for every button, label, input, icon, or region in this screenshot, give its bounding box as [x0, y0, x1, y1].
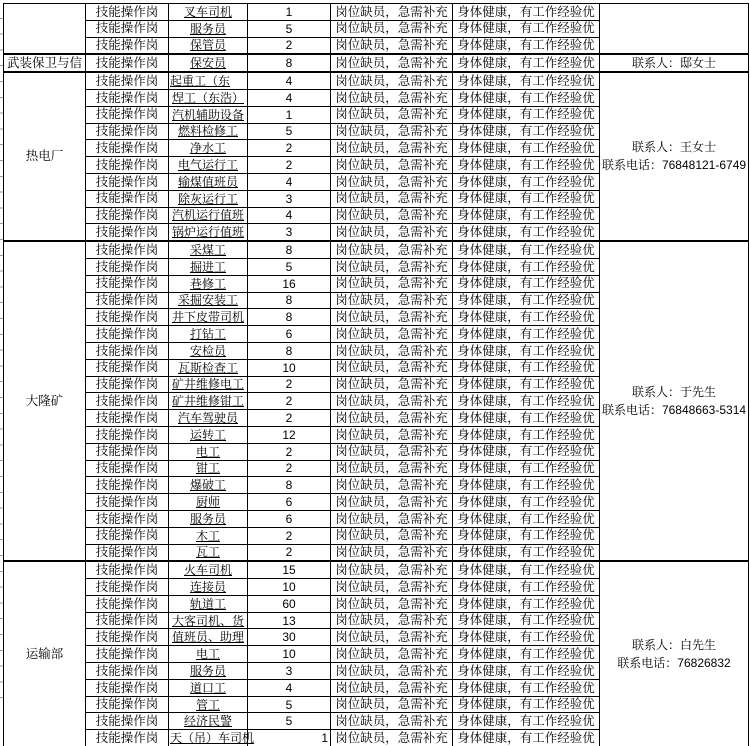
requirement-cell: 身体健康，有工作经验优 [453, 157, 600, 173]
status-cell: 岗位缺员，急需补充 [331, 73, 453, 89]
job-cell: 矿井维修电工 [169, 377, 248, 393]
category-cell: 技能操作岗 [86, 21, 169, 37]
count-cell: 2 [248, 528, 331, 544]
job-cell: 天（吊）车司机 [170, 731, 255, 746]
table-section [4, 3, 749, 53]
job-cell: 瓦斯检查工 [169, 360, 248, 376]
section-rows [86, 55, 600, 71]
contact-line: 联系人：王女士 [631, 140, 716, 155]
count-cell: 2 [248, 38, 331, 54]
table-row [86, 359, 600, 376]
contact-line: 联系电话：76848121-6749 [601, 158, 747, 173]
table-row [86, 595, 600, 612]
requirement-cell: 身体健康，有工作经验优 [453, 21, 600, 37]
requirement-cell: 身体健康，有工作经验优 [453, 562, 600, 578]
status-cell: 岗位缺员，急需补充 [331, 360, 453, 376]
requirement-cell: 身体健康，有工作经验优 [453, 107, 600, 123]
requirement-cell: 身体健康，有工作经验优 [453, 410, 600, 426]
status-cell: 岗位缺员，急需补充 [331, 528, 453, 544]
job-cell: 焊工（东浩） [169, 90, 248, 106]
table-row [86, 123, 600, 140]
requirement-cell: 身体健康，有工作经验优 [453, 90, 600, 106]
table-row [86, 628, 600, 645]
count-cell: 4 [248, 90, 331, 106]
table-row [86, 578, 600, 595]
status-cell: 岗位缺员，急需补充 [331, 157, 453, 173]
job-cell: 打钻工 [169, 326, 248, 342]
table-row [86, 460, 600, 477]
status-cell: 岗位缺员，急需补充 [331, 124, 453, 140]
job-cell: 汽车驾驶员 [169, 410, 248, 426]
status-cell: 岗位缺员，急需补充 [331, 697, 453, 713]
status-cell: 岗位缺员，急需补充 [331, 174, 453, 190]
count-cell: 8 [248, 242, 331, 258]
table-row [86, 242, 600, 258]
category-cell: 技能操作岗 [86, 393, 169, 409]
category-cell: 技能操作岗 [86, 511, 169, 527]
count-cell: 13 [248, 613, 331, 629]
status-cell: 岗位缺员，急需补充 [331, 259, 453, 275]
count-cell: 6 [248, 326, 331, 342]
category-cell: 技能操作岗 [86, 579, 169, 595]
count-cell: 2 [248, 377, 331, 393]
status-cell: 岗位缺员，急需补充 [331, 107, 453, 123]
table-row [86, 4, 600, 20]
status-cell: 岗位缺员，急需补充 [331, 477, 453, 493]
category-cell: 技能操作岗 [86, 38, 169, 54]
table-row [86, 55, 600, 71]
table-row [86, 275, 600, 292]
section-rows [86, 4, 600, 53]
category-cell: 技能操作岗 [86, 4, 169, 20]
contact-line: 联系人：白先生 [631, 637, 716, 652]
requirement-cell: 身体健康，有工作经验优 [453, 55, 600, 71]
requirement-cell: 身体健康，有工作经验优 [453, 494, 600, 510]
contact-cell [600, 4, 749, 53]
count-cell: 4 [248, 73, 331, 89]
job-cell: 起重工（东 [169, 73, 248, 89]
status-cell: 岗位缺员，急需补充 [331, 208, 453, 224]
job-cell: 管工 [169, 697, 248, 713]
status-cell: 岗位缺员，急需补充 [331, 663, 453, 679]
job-cell: 钳工 [169, 461, 248, 477]
table-row [86, 20, 600, 37]
job-cell: 厨师 [169, 494, 248, 510]
job-cell: 燃料检修工 [169, 124, 248, 140]
status-cell: 岗位缺员，急需补充 [331, 326, 453, 342]
status-cell: 岗位缺员，急需补充 [331, 579, 453, 595]
contact-line: 联系电话：76848663-5314 [601, 402, 747, 417]
category-cell: 技能操作岗 [86, 629, 169, 645]
table-row [86, 696, 600, 713]
category-cell: 技能操作岗 [86, 276, 169, 292]
department-cell [4, 55, 86, 71]
count-cell: 2 [248, 140, 331, 156]
category-cell: 技能操作岗 [86, 90, 169, 106]
table-row [86, 292, 600, 309]
table-row [86, 426, 600, 443]
status-cell: 岗位缺员，急需补充 [331, 276, 453, 292]
requirement-cell: 身体健康，有工作经验优 [453, 613, 600, 629]
job-cell: 道口工 [169, 680, 248, 696]
contact-cell [600, 562, 749, 746]
count-cell: 10 [248, 579, 331, 595]
category-cell: 技能操作岗 [86, 494, 169, 510]
requirement-cell: 身体健康，有工作经验优 [453, 293, 600, 309]
status-cell: 岗位缺员，急需补充 [331, 38, 453, 54]
requirement-cell: 身体健康，有工作经验优 [453, 140, 600, 156]
count-cell: 10 [248, 646, 331, 662]
contact-cell [600, 242, 749, 560]
job-cell: 采掘安装工 [169, 293, 248, 309]
requirement-cell: 身体健康，有工作经验优 [453, 663, 600, 679]
table-section [4, 53, 749, 71]
category-cell: 技能操作岗 [86, 326, 169, 342]
requirement-cell: 身体健康，有工作经验优 [453, 579, 600, 595]
table-row [86, 544, 600, 561]
status-cell: 岗位缺员，急需补充 [331, 4, 453, 20]
table-row [86, 476, 600, 493]
requirement-cell: 身体健康，有工作经验优 [453, 461, 600, 477]
count-cell: 10 [248, 360, 331, 376]
requirement-cell: 身体健康，有工作经验优 [453, 4, 600, 20]
requirement-cell: 身体健康，有工作经验优 [453, 259, 600, 275]
table-row [86, 510, 600, 527]
category-cell: 技能操作岗 [86, 293, 169, 309]
status-cell: 岗位缺员，急需补充 [331, 545, 453, 561]
count-cell: 15 [248, 562, 331, 578]
status-cell: 岗位缺员，急需补充 [331, 191, 453, 207]
category-cell: 技能操作岗 [86, 613, 169, 629]
count-cell: 2 [248, 410, 331, 426]
requirement-cell: 身体健康，有工作经验优 [453, 360, 600, 376]
category-cell: 技能操作岗 [86, 224, 169, 240]
requirement-cell: 身体健康，有工作经验优 [453, 680, 600, 696]
contact-cell [600, 73, 749, 240]
section-rows [86, 242, 600, 560]
job-cell: 值班员、助理 [169, 629, 248, 645]
category-cell: 技能操作岗 [86, 596, 169, 612]
count-cell: 2 [248, 157, 331, 173]
requirement-cell: 身体健康，有工作经验优 [453, 477, 600, 493]
status-cell: 岗位缺员，急需补充 [331, 393, 453, 409]
status-cell: 岗位缺员，急需补充 [331, 140, 453, 156]
table-row [86, 325, 600, 342]
category-cell: 技能操作岗 [86, 646, 169, 662]
category-cell: 技能操作岗 [86, 410, 169, 426]
job-cell: 瓦工 [169, 545, 248, 561]
table-row [86, 729, 600, 746]
requirement-cell: 身体健康，有工作经验优 [453, 713, 600, 729]
category-cell: 技能操作岗 [86, 174, 169, 190]
job-cell: 保安员 [169, 55, 248, 71]
requirement-cell: 身体健康，有工作经验优 [453, 224, 600, 240]
category-cell: 技能操作岗 [86, 107, 169, 123]
table-row [86, 173, 600, 190]
job-cell: 保管员 [169, 38, 248, 54]
requirement-cell: 身体健康，有工作经验优 [453, 124, 600, 140]
department-cell [4, 562, 86, 746]
count-cell: 30 [248, 629, 331, 645]
job-cell: 服务员 [169, 21, 248, 37]
job-cell: 火车司机 [169, 562, 248, 578]
job-cell: 电工 [169, 444, 248, 460]
status-cell: 岗位缺员，急需补充 [331, 511, 453, 527]
count-cell: 4 [248, 680, 331, 696]
count-cell: 6 [248, 494, 331, 510]
table-row [86, 258, 600, 275]
table-row [86, 308, 600, 325]
status-cell: 岗位缺员，急需补充 [331, 242, 453, 258]
category-cell: 技能操作岗 [86, 124, 169, 140]
job-cell: 轨道工 [169, 596, 248, 612]
count-cell: 1 [248, 4, 331, 20]
count-cell: 2 [248, 393, 331, 409]
table-row [86, 139, 600, 156]
count-cell: 5 [248, 259, 331, 275]
count-cell: 4 [248, 208, 331, 224]
count-cell: 5 [248, 713, 331, 729]
requirement-cell: 身体健康，有工作经验优 [453, 309, 600, 325]
job-cell: 矿井维修钳工 [169, 393, 248, 409]
requirement-cell: 身体健康，有工作经验优 [453, 545, 600, 561]
requirement-cell: 身体健康，有工作经验优 [453, 730, 600, 746]
job-cell: 运转工 [169, 427, 248, 443]
category-cell: 技能操作岗 [86, 680, 169, 696]
table-row [86, 190, 600, 207]
status-cell: 岗位缺员，急需补充 [331, 629, 453, 645]
requirement-cell: 身体健康，有工作经验优 [453, 174, 600, 190]
contact-line: 联系人：邸女士 [631, 55, 716, 70]
status-cell: 岗位缺员，急需补充 [331, 444, 453, 460]
status-cell: 岗位缺员，急需补充 [331, 494, 453, 510]
table-row [86, 662, 600, 679]
status-cell: 岗位缺员，急需补充 [331, 730, 453, 746]
status-cell: 岗位缺员，急需补充 [331, 646, 453, 662]
job-cell: 井下皮带司机 [169, 309, 248, 325]
table-row [86, 493, 600, 510]
requirement-cell: 身体健康，有工作经验优 [453, 444, 600, 460]
recruitment-table [3, 3, 749, 746]
requirement-cell: 身体健康，有工作经验优 [453, 697, 600, 713]
status-cell: 岗位缺员，急需补充 [331, 562, 453, 578]
job-cell: 安检员 [169, 343, 248, 359]
table-row [86, 392, 600, 409]
table-section [4, 560, 749, 746]
category-cell: 技能操作岗 [86, 477, 169, 493]
requirement-cell: 身体健康，有工作经验优 [453, 528, 600, 544]
count-cell: 8 [248, 343, 331, 359]
job-cell: 汽机运行值班 [169, 208, 248, 224]
count-cell: 60 [248, 596, 331, 612]
status-cell: 岗位缺员，急需补充 [331, 377, 453, 393]
category-cell: 技能操作岗 [86, 461, 169, 477]
requirement-cell: 身体健康，有工作经验优 [453, 596, 600, 612]
status-cell: 岗位缺员，急需补充 [331, 613, 453, 629]
job-cell: 输煤值班员 [169, 174, 248, 190]
category-cell: 技能操作岗 [86, 259, 169, 275]
job-cell: 汽机辅助设备 [169, 107, 248, 123]
count-cell: 8 [248, 477, 331, 493]
requirement-cell: 身体健康，有工作经验优 [453, 646, 600, 662]
department-cell [4, 242, 86, 560]
requirement-cell: 身体健康，有工作经验优 [453, 343, 600, 359]
job-cell: 掘进工 [169, 259, 248, 275]
count-cell: 1 [248, 107, 331, 123]
requirement-cell: 身体健康，有工作经验优 [453, 73, 600, 89]
category-cell: 技能操作岗 [86, 242, 169, 258]
count-cell: 1 [248, 730, 331, 746]
count-cell: 8 [248, 293, 331, 309]
table-row [86, 37, 600, 54]
table-row [86, 376, 600, 393]
table-row [86, 342, 600, 359]
category-cell: 技能操作岗 [86, 343, 169, 359]
count-cell: 16 [248, 276, 331, 292]
table-row [86, 712, 600, 729]
table-row [86, 562, 600, 578]
count-cell: 3 [248, 191, 331, 207]
category-cell: 技能操作岗 [86, 427, 169, 443]
table-section [4, 71, 749, 240]
requirement-cell: 身体健康，有工作经验优 [453, 393, 600, 409]
department-label: 大隆矿 [25, 393, 64, 408]
requirement-cell: 身体健康，有工作经验优 [453, 191, 600, 207]
category-cell: 技能操作岗 [86, 562, 169, 578]
category-cell: 技能操作岗 [86, 140, 169, 156]
department-label: 武装保卫与信 [6, 56, 82, 71]
status-cell: 岗位缺员，急需补充 [331, 90, 453, 106]
table-row [86, 409, 600, 426]
status-cell: 岗位缺员，急需补充 [331, 224, 453, 240]
status-cell: 岗位缺员，急需补充 [331, 680, 453, 696]
department-label: 运输部 [25, 646, 64, 661]
requirement-cell: 身体健康，有工作经验优 [453, 511, 600, 527]
category-cell: 技能操作岗 [86, 528, 169, 544]
status-cell: 岗位缺员，急需补充 [331, 596, 453, 612]
category-cell: 技能操作岗 [86, 545, 169, 561]
category-cell: 技能操作岗 [86, 191, 169, 207]
count-cell: 2 [248, 444, 331, 460]
status-cell: 岗位缺员，急需补充 [331, 427, 453, 443]
job-cell: 服务员 [169, 663, 248, 679]
category-cell: 技能操作岗 [86, 713, 169, 729]
count-cell: 5 [248, 124, 331, 140]
job-cell: 木工 [169, 528, 248, 544]
section-rows [86, 562, 600, 746]
category-cell: 技能操作岗 [86, 309, 169, 325]
job-cell: 叉车司机 [169, 4, 248, 20]
count-cell: 8 [248, 55, 331, 71]
job-cell: 经济民警 [169, 713, 248, 729]
table-row [86, 89, 600, 106]
category-cell: 技能操作岗 [86, 444, 169, 460]
count-cell: 3 [248, 663, 331, 679]
table-section [4, 240, 749, 560]
category-cell: 技能操作岗 [86, 73, 169, 89]
requirement-cell: 身体健康，有工作经验优 [453, 427, 600, 443]
table-row [86, 207, 600, 224]
count-cell: 6 [248, 511, 331, 527]
table-row [86, 679, 600, 696]
job-cell: 爆破工 [169, 477, 248, 493]
requirement-cell: 身体健康，有工作经验优 [453, 276, 600, 292]
status-cell: 岗位缺员，急需补充 [331, 343, 453, 359]
requirement-cell: 身体健康，有工作经验优 [453, 242, 600, 258]
job-cell: 锅炉运行值班 [169, 224, 248, 240]
table-row [86, 106, 600, 123]
status-cell: 岗位缺员，急需补充 [331, 713, 453, 729]
contact-line: 联系电话：76826832 [617, 655, 731, 670]
status-cell: 岗位缺员，急需补充 [331, 293, 453, 309]
table-row [86, 645, 600, 662]
category-cell: 技能操作岗 [86, 157, 169, 173]
count-cell: 12 [248, 427, 331, 443]
requirement-cell: 身体健康，有工作经验优 [453, 326, 600, 342]
department-label: 热电厂 [25, 149, 64, 164]
category-cell: 技能操作岗 [86, 360, 169, 376]
requirement-cell: 身体健康，有工作经验优 [453, 377, 600, 393]
job-cell: 电气运行工 [169, 157, 248, 173]
table-row [86, 443, 600, 460]
section-rows [86, 73, 600, 240]
count-cell: 5 [248, 697, 331, 713]
count-cell: 5 [248, 21, 331, 37]
requirement-cell: 身体健康，有工作经验优 [453, 38, 600, 54]
department-cell [4, 4, 86, 53]
category-cell: 技能操作岗 [86, 663, 169, 679]
status-cell: 岗位缺员，急需补充 [331, 309, 453, 325]
job-cell: 巷修工 [169, 276, 248, 292]
job-cell: 连接员 [169, 579, 248, 595]
department-cell [4, 73, 86, 240]
count-cell: 4 [248, 174, 331, 190]
status-cell: 岗位缺员，急需补充 [331, 410, 453, 426]
category-cell: 技能操作岗 [86, 697, 169, 713]
status-cell: 岗位缺员，急需补充 [331, 55, 453, 71]
contact-cell [600, 55, 749, 71]
category-cell: 技能操作岗 [86, 377, 169, 393]
table-row [86, 527, 600, 544]
job-cell: 电工 [169, 646, 248, 662]
requirement-cell: 身体健康，有工作经验优 [453, 629, 600, 645]
table-row [86, 156, 600, 173]
contact-line: 联系人：于先生 [631, 384, 716, 399]
requirement-cell: 身体健康，有工作经验优 [453, 208, 600, 224]
category-cell: 技能操作岗 [86, 208, 169, 224]
job-cell: 除灰运行工 [169, 191, 248, 207]
status-cell: 岗位缺员，急需补充 [331, 21, 453, 37]
job-cell: 采煤工 [169, 242, 248, 258]
count-cell: 2 [248, 545, 331, 561]
category-cell: 技能操作岗 [86, 55, 169, 71]
status-cell: 岗位缺员，急需补充 [331, 461, 453, 477]
table-row [86, 612, 600, 629]
count-cell: 3 [248, 224, 331, 240]
job-cell: 服务员 [169, 511, 248, 527]
table-row [86, 223, 600, 240]
job-cell: 大客司机、货 [169, 613, 248, 629]
count-cell: 2 [248, 461, 331, 477]
category-cell: 技能操作岗 [86, 730, 169, 746]
count-cell: 8 [248, 309, 331, 325]
table-row [86, 73, 600, 89]
job-cell: 净水工 [169, 140, 248, 156]
